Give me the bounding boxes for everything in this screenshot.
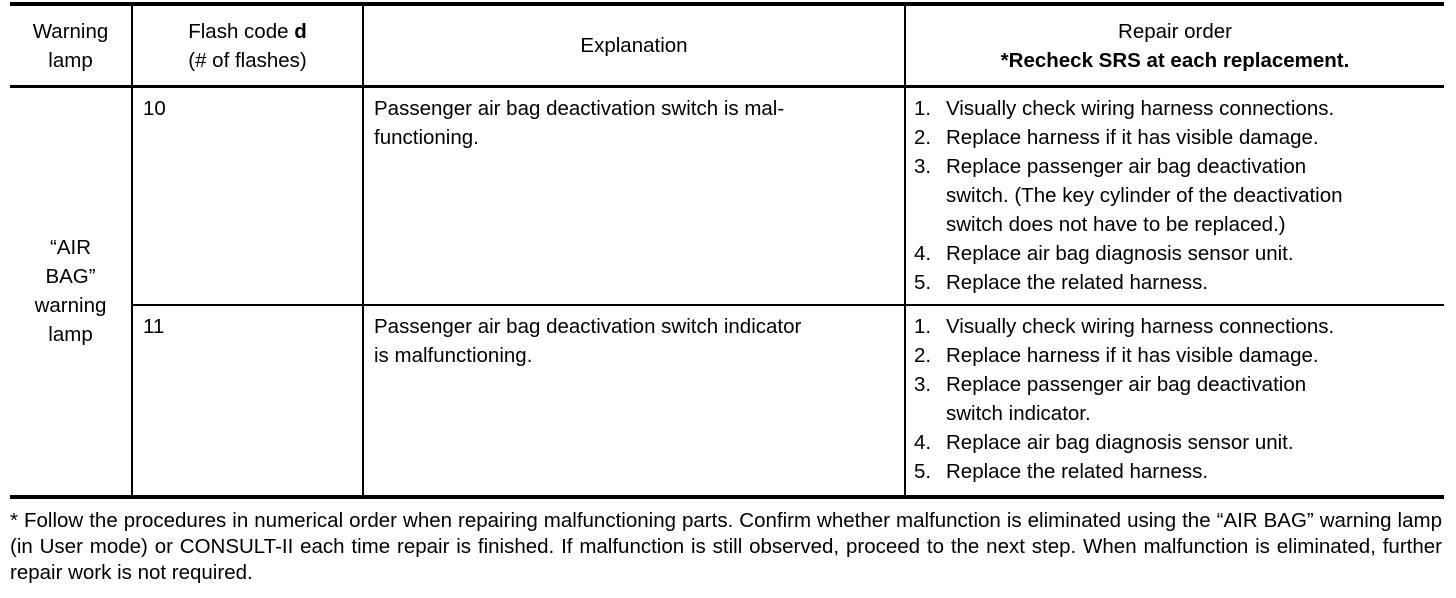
warning-lamp-cell [10, 87, 132, 497]
table-row [10, 305, 1444, 497]
step-number: 4. [914, 430, 932, 454]
header-repair-order [905, 4, 1444, 87]
step-text: Replace the related harness. [946, 271, 1209, 294]
step-number: 5. [914, 271, 932, 294]
table-header-row [10, 4, 1444, 87]
step-text: Replace harness if it has visible damage. [946, 126, 1319, 149]
repair-steps-list [914, 312, 1434, 486]
warning-lamp-text: “AIR BAG” warning lamp [34, 236, 107, 347]
step-text: Replace air bag diagnosis sensor unit. [946, 430, 1294, 454]
step-text: Replace harness if it has visible damage. [946, 343, 1319, 367]
repair-order-cell [905, 305, 1444, 497]
step-number: 5. [914, 459, 932, 483]
header-flash-code [132, 4, 363, 87]
step-text: Replace passenger air bag deactivation switch indicator. [946, 372, 1307, 425]
flash-code-value: 11 [143, 314, 165, 338]
list-item [914, 268, 1434, 297]
step-number: 1. [914, 314, 932, 338]
header-repair-order-note: *Recheck SRS at each replacement. [1000, 48, 1350, 72]
header-warning-lamp-text: Warning lamp [32, 19, 109, 72]
list-item [914, 152, 1434, 239]
list-item [914, 123, 1434, 152]
header-repair-order-title: Repair order [1118, 19, 1232, 43]
repair-steps-list [914, 94, 1434, 297]
explanation-text: Passenger air bag deactivation switch is mal- functioning. [374, 97, 785, 149]
footnote: * Follow the procedures in numerical order when repairing malfunctioning parts. Confirm whether malfunction is eliminated using the “AIR BAG” warning lamp (in User mode) or CONSULT-II each time repair is finished. If malfunction is still observed, proceed to the next step. When malfunction is eliminated, further repair work is not required. [10, 509, 1442, 584]
table-row [10, 87, 1444, 305]
flash-code-value: 10 [143, 97, 166, 120]
header-flash-code-sub: (# of flashes) [188, 48, 307, 72]
list-item [914, 239, 1434, 268]
step-number: 2. [914, 126, 932, 149]
flash-code-cell [132, 87, 363, 305]
flash-code-cell [132, 305, 363, 497]
list-item [914, 341, 1434, 370]
list-item [914, 457, 1434, 486]
step-text: Replace passenger air bag deactivation switch. (The key cylinder of the deactivation switch does not have to be replaced.) [946, 155, 1343, 236]
header-explanation-text: Explanation [580, 34, 688, 57]
list-item [914, 370, 1434, 428]
explanation-cell [363, 305, 905, 497]
explanation-text: Passenger air bag deactivation switch indicator is malfunctioning. [374, 314, 802, 367]
step-text: Replace air bag diagnosis sensor unit. [946, 242, 1294, 265]
list-item [914, 94, 1434, 123]
step-number: 3. [914, 372, 932, 396]
header-warning-lamp [10, 4, 132, 87]
step-text: Replace the related harness. [946, 459, 1209, 483]
step-number: 3. [914, 155, 932, 178]
step-number: 4. [914, 242, 932, 265]
step-number: 1. [914, 97, 932, 120]
header-flash-code-prefix: Flash code [188, 19, 295, 43]
step-text: Visually check wiring harness connections. [946, 314, 1335, 338]
step-number: 2. [914, 343, 932, 367]
header-explanation [363, 4, 905, 87]
repair-order-cell [905, 87, 1444, 305]
diagnosis-table [10, 2, 1444, 499]
list-item [914, 312, 1434, 341]
explanation-cell [363, 87, 905, 305]
step-text: Visually check wiring harness connections. [946, 97, 1335, 120]
list-item [914, 428, 1434, 457]
header-flash-code-mark: d [294, 19, 307, 43]
